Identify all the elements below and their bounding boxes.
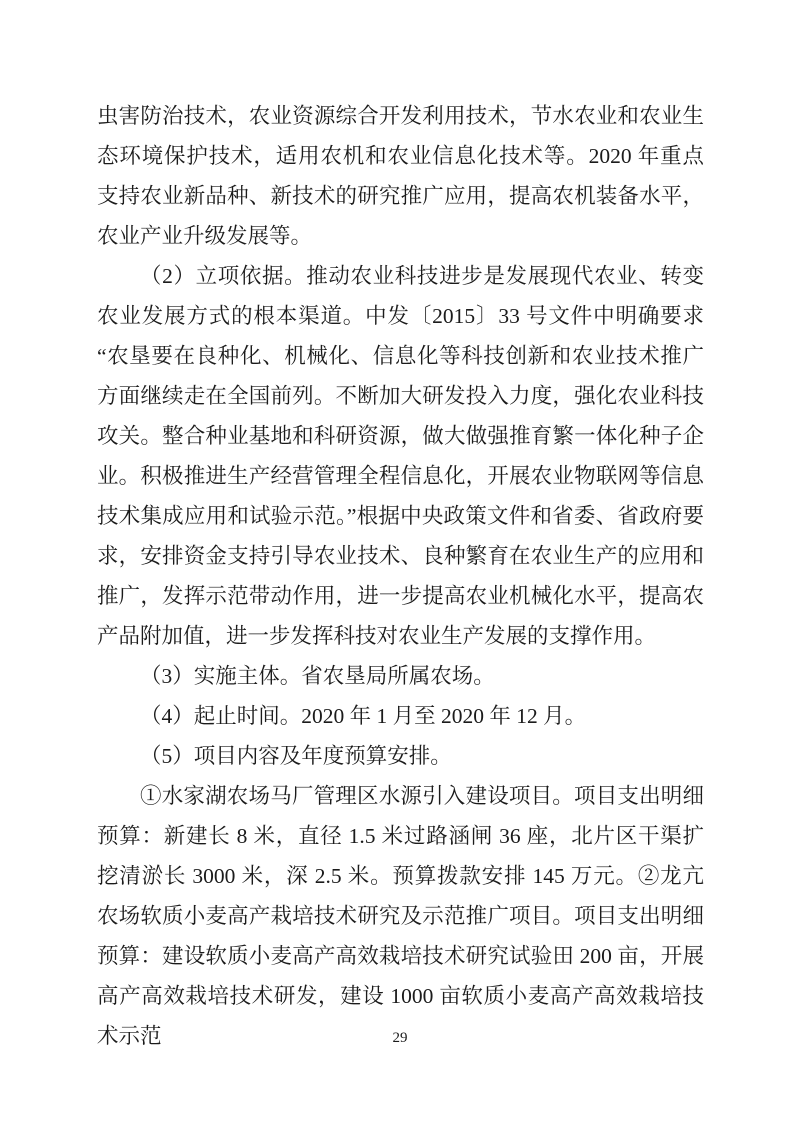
paragraph-implementing-body: （3）实施主体。省农垦局所属农场。 [140,664,495,688]
document-body [97,96,704,1056]
paragraph-content-budget-heading: （5）项目内容及年度预算安排。 [140,744,452,768]
paragraph-time-period: （4）起止时间。2020 年 1 月至 2020 年 12 月。 [140,704,587,728]
page-footer [0,1026,800,1050]
paragraph-ag-tech-support: 虫害防治技术，农业资源综合开发利用技术，节水农业和农业生态环境保护技术，适用农机和农业信息化技术等。2020 年重点支持农业新品种、新技术的研究推广应用，提高农机装备水平，农业产业升级发展等。 [97,104,704,248]
paragraph-project-basis: （2）立项依据。推动农业科技进步是发展现代农业、转变农业发展方式的根本渠道。中发〔2015〕33 号文件中明确要求“农垦要在良种化、机械化、信息化等科技创新和农业技术推广方面继续走在全国前列。不断加大研发投入力度，强化农业科技攻关。整合种业基地和科研资源，做大做强推育繁一体化种子企业。积极推进生产经营管理全程信息化，开展农业物联网等信息技术集成应用和试验示范。”根据中央政策文件和省委、省政府要求，安排资金支持引导农业技术、良种繁育在农业生产的应用和推广，发挥示范带动作用，进一步提高农业机械化水平，提高农产品附加值，进一步发挥科技对农业生产发展的支撑作用。 [97,264,704,648]
page-number: 29 [392,1030,408,1046]
paragraph-budget-details: ①水家湖农场马厂管理区水源引入建设项目。项目支出明细预算：新建长 8 米，直径 1.5 米过路涵闸 36 座，北片区干渠扩挖清淤长 3000 米，深 2.5 米。预算拨款安排 145 万元。②龙亢农场软质小麦高产栽培技术研究及示范推广项目。项目支出明细预算：建设软质小麦高产高效栽培技术研究试验田 200 亩，开展高产高效栽培技术研发，建设 1000 亩软质小麦高产高效栽培技术示范 [97,784,704,1048]
